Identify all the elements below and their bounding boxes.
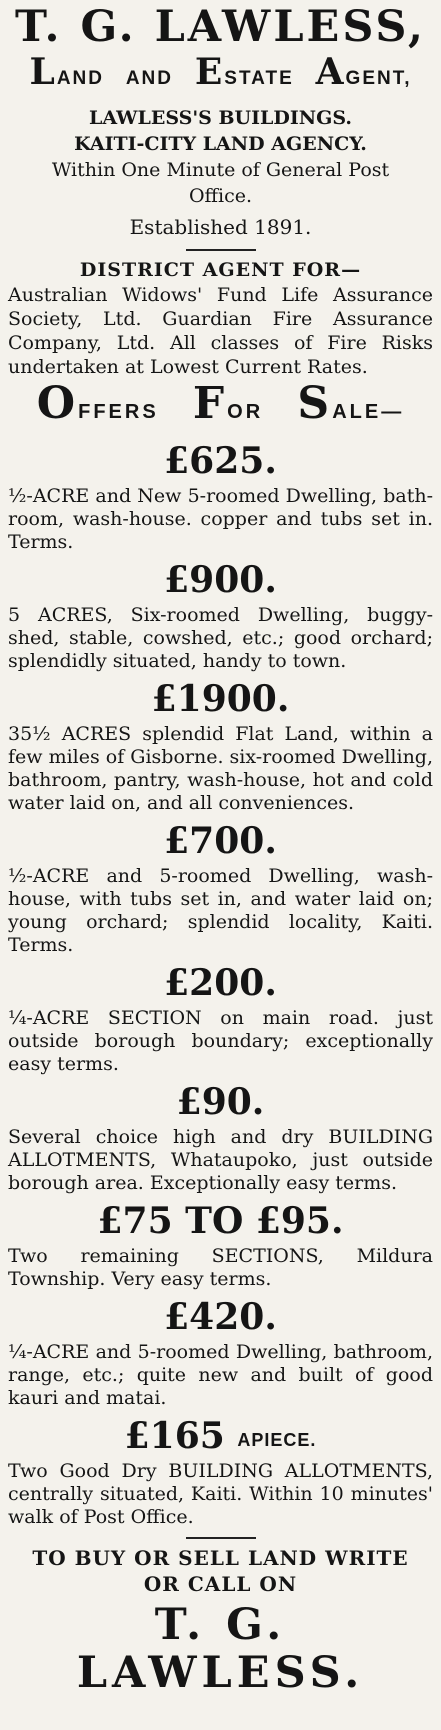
role-word-estate: STATE bbox=[224, 68, 294, 89]
offers-word-sale: ALE— bbox=[332, 401, 405, 423]
offers-initial-o: O bbox=[36, 378, 79, 429]
listing-description: Two Good Dry BUILDING ALLOTMENTS, centrally situated, Kaiti. Within 10 minutes' walk of Post Office. bbox=[8, 1460, 433, 1528]
listing-description: ½-ACRE and New 5-roomed Dwelling, bath-room, wash-house. copper and tubs set in. Terms. bbox=[8, 485, 433, 553]
price-heading: £1900. bbox=[151, 678, 290, 720]
price-heading: £625. bbox=[164, 440, 277, 482]
listing-90 bbox=[8, 1080, 433, 1195]
price-heading: £90. bbox=[176, 1081, 265, 1123]
listing-900 bbox=[8, 558, 433, 673]
role-initial-a: A bbox=[315, 51, 346, 93]
listing-625 bbox=[8, 439, 433, 554]
listing-description: ½-ACRE and 5-roomed Dwelling, wash-house, with tubs set in, and water laid on; young orchard; splendid locality, Kaiti. Terms. bbox=[8, 865, 433, 956]
listing-description: ¼-ACRE SECTION on main road. just outside borough boundary; exceptionally easy terms. bbox=[8, 1007, 433, 1075]
call-to-action-line-2: OR CALL ON bbox=[143, 1572, 298, 1596]
listing-165 bbox=[8, 1414, 433, 1529]
price-suffix: APIECE. bbox=[237, 1430, 317, 1450]
listing-200 bbox=[8, 961, 433, 1076]
listing-700 bbox=[8, 819, 433, 957]
agent-heading: DISTRICT AGENT FOR— bbox=[79, 259, 362, 281]
listing-description: Several choice high and dry BUILDING ALLOTMENTS, Whataupoko, just outside borough area. Exceptionally easy terms. bbox=[8, 1126, 433, 1194]
listing-description: 35½ ACRES splendid Flat Land, within a few miles of Gisborne. six-roomed Dwelling, bathroom, pantry, wash-house, hot and cold water laid on, and all conveniences. bbox=[8, 723, 434, 814]
divider bbox=[186, 1537, 256, 1539]
location-line: Within One Minute of General Post Office. bbox=[51, 159, 390, 207]
building-line: LAWLESS'S BUILDINGS. bbox=[88, 107, 352, 129]
price-heading: £420. bbox=[164, 1296, 277, 1338]
agency-line: KAITI-CITY LAND AGENCY. bbox=[74, 133, 367, 155]
established-line: Established 1891. bbox=[129, 215, 312, 239]
footer-advertiser-name: T. G. LAWLESS. bbox=[76, 1600, 365, 1698]
price-heading bbox=[8, 1414, 433, 1458]
price-heading: £900. bbox=[164, 559, 277, 601]
offers-initial-s: S bbox=[297, 378, 333, 429]
listing-420 bbox=[8, 1295, 433, 1410]
listing-description: ¼-ACRE and 5-roomed Dwelling, bathroom, range, etc.; quite new and built of good kauri and matai. bbox=[8, 1341, 433, 1409]
price-heading: £700. bbox=[164, 820, 277, 862]
agent-text: Australian Widows' Fund Life Assurance Society, Ltd. Guardian Fire Assurance Company, Ltd. All classes of Fire Risks undertaken at Lowest Current Rates. bbox=[8, 284, 433, 378]
offers-initial-f: F bbox=[192, 378, 228, 429]
call-to-action-line-1: TO BUY OR SELL LAND WRITE bbox=[32, 1546, 409, 1570]
role-word-agent: GENT, bbox=[345, 68, 412, 89]
role-line bbox=[8, 52, 433, 99]
role-initial-l: L bbox=[29, 51, 57, 93]
price-value: £165 bbox=[124, 1415, 225, 1457]
offers-word-for: OR bbox=[227, 401, 264, 423]
price-heading: £200. bbox=[164, 962, 277, 1004]
role-word-land: AND bbox=[56, 68, 104, 89]
advertiser-name: T. G. LAWLESS, bbox=[15, 2, 426, 52]
price-heading: £75 TO £95. bbox=[97, 1200, 344, 1242]
listing-description: Two remaining SECTIONS, Mildura Township. Very easy terms. bbox=[8, 1245, 433, 1290]
listing-description: 5 ACRES, Six-roomed Dwelling, buggy-shed, stable, cowshed, etc.; good orchard; splendidly situated, handy to town. bbox=[8, 604, 433, 672]
listing-1900 bbox=[8, 677, 433, 815]
role-word-and: AND bbox=[125, 68, 173, 89]
divider bbox=[186, 249, 256, 251]
offers-heading bbox=[8, 378, 433, 435]
offers-word-offers: FFERS bbox=[78, 401, 159, 423]
role-initial-e: E bbox=[194, 51, 225, 93]
listing-75-to-95 bbox=[8, 1199, 433, 1291]
